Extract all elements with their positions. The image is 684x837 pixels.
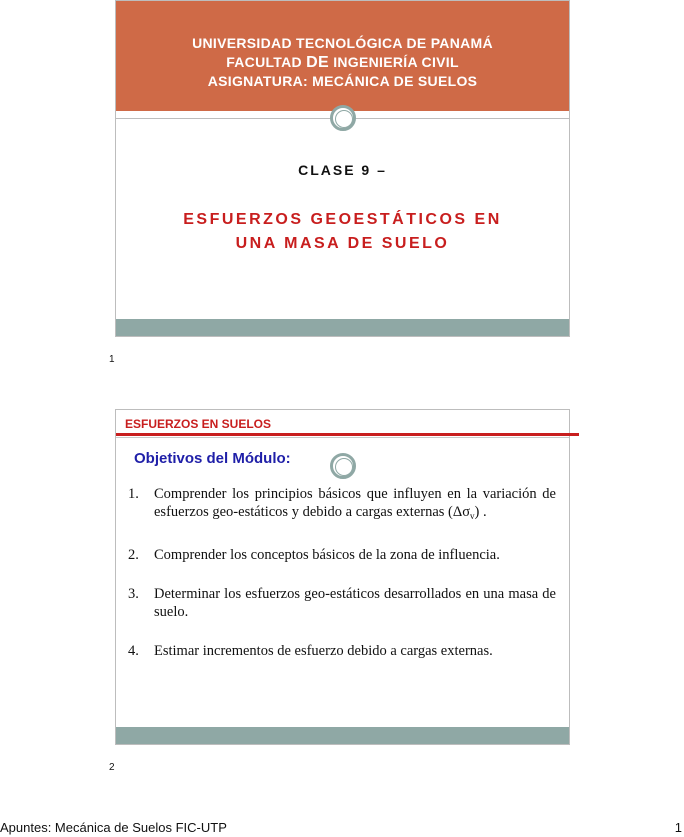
list-item: 4. Estimar incrementos de esfuerzo debido a cargas externas. [128,643,493,659]
page-footer [0,820,684,837]
header-text [116,34,569,91]
footer-source: Apuntes: Mecánica de Suelos FIC-UTP [0,820,227,835]
slide-1-header [116,1,569,111]
list-item: 1. Comprender los principios básicos que influyen en la variación de esfuerzos geo-estáticos y debido a cargas externas $(\Delta\sigma_v)$ . [128,486,556,521]
slide-1 [115,0,570,337]
slide-2 [115,409,570,745]
slide-number: 1 [109,354,115,365]
slide-1-title: ESFUERZOS GEOESTÁTICOS EN UNA MASA DE SUELO [183,211,502,252]
slide-footer-bar [116,727,569,744]
course-name: ASIGNATURA: MECÁNICA DE SUELOS [207,73,478,89]
university-name: UNIVERSIDAD TECNOLÓGICA DE PANAMÁ [192,35,493,51]
heading-underline [116,433,579,436]
objectives-list [128,485,556,681]
slide-footer-bar [116,319,569,336]
circle-ornament-icon [330,453,356,479]
list-item: 3. Determinar los esfuerzos geo-estáticos desarrollados en una masa de suelo. [128,586,556,620]
slide-2-heading: ESFUERZOS EN SUELOS [125,417,272,431]
class-number: CLASE 9 – [298,162,387,178]
page-number: 1 [674,820,682,835]
divider [116,437,569,438]
faculty-line: FACULTAD DE INGENIERÍA CIVIL [226,54,459,71]
slide-number: 2 [109,762,115,773]
circle-ornament-icon [330,105,356,131]
objectives-title: Objetivos del Módulo: [134,450,291,467]
list-item: 2. Comprender los conceptos básicos de la zona de influencia. [128,547,500,563]
